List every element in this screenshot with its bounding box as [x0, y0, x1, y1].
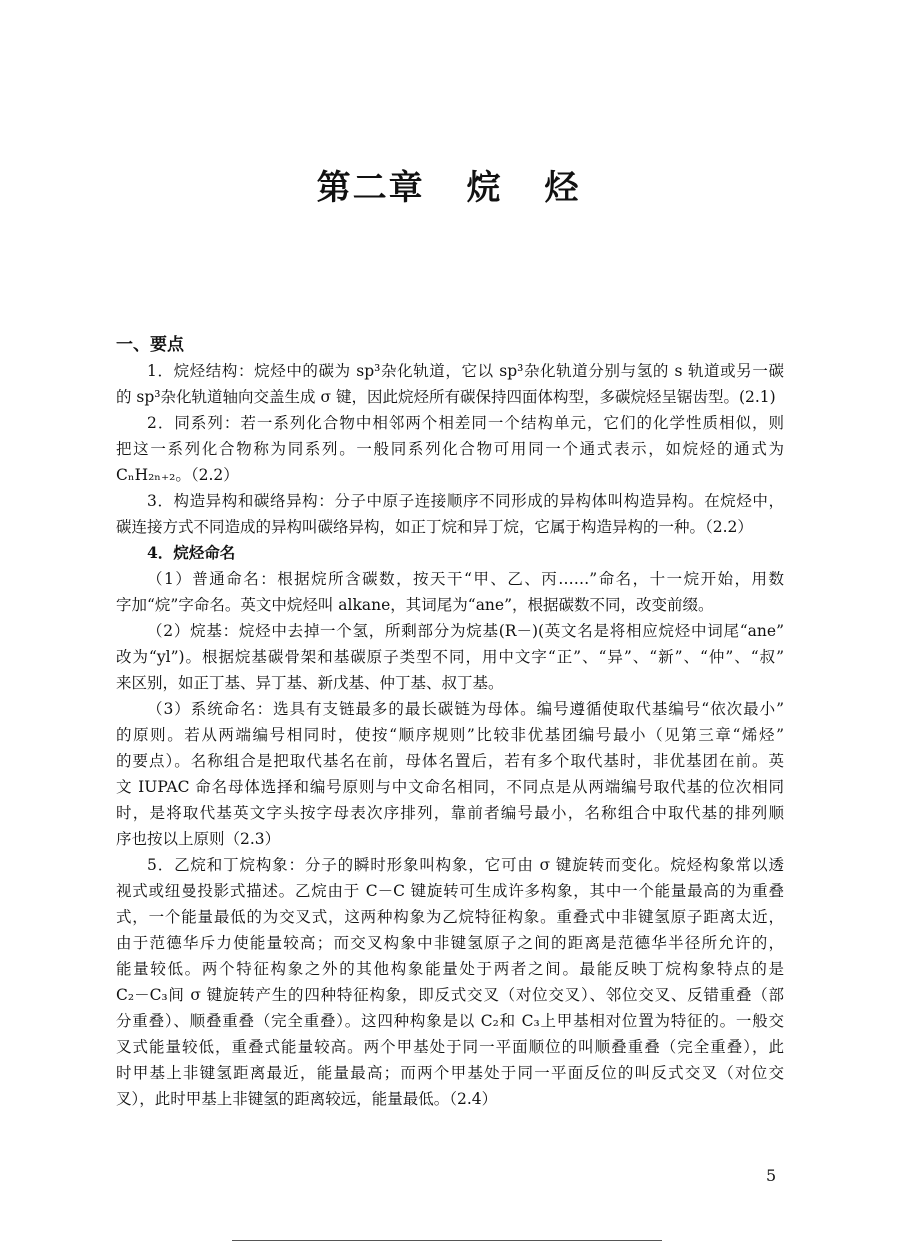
text-line: （2）烷基：烷烃中去掉一个氢，所剩部分为烷基(R－)(英文名是将相应烷烃中词尾“ane” [147, 622, 784, 640]
text-line: 来区别，如正丁基、异丁基、新戊基、仲丁基、叔丁基。 [116, 674, 504, 692]
page-number: 5 [766, 1166, 777, 1185]
section-heading: 一、要点 [116, 335, 184, 355]
paragraph [116, 358, 784, 410]
text-line: 2．同系列：若一系列化合物中相邻两个相差同一个结构单元，它们的化学性质相似，则 [147, 414, 784, 432]
chapter-title [0, 160, 897, 209]
text-line: 改为“yl”)。根据烷基碳骨架和基碳原子类型不同，用中文字“正”、“异”、“新”、“仲”、“叔” [116, 648, 784, 666]
text-line: 碳连接方式不同造成的异构叫碳络异构，如正丁烷和异丁烷，它属于构造异构的一种。（2.2） [116, 518, 753, 536]
text-line: （3）系统命名：选具有支链最多的最长碳链为母体。编号遵循使取代基编号“依次最小” [147, 700, 784, 718]
text-line: 序也按以上原则（2.3） [116, 830, 281, 848]
chapter-title-char: 烃 [544, 168, 581, 208]
text-line: 由于范德华斥力使能量较高；而交叉构象中非键氢原子之间的距离是范德华半径所允许的， [116, 934, 784, 952]
text-line: 文 IUPAC 命名母体选择和编号原则与中文命名相同，不同点是从两端编号取代基的位次相同 [116, 778, 784, 796]
chapter-number: 第二章 [316, 168, 425, 208]
text-line: 4．烷烃命名 [147, 543, 236, 562]
page-body [116, 332, 784, 1112]
text-line: 叉），此时甲基上非键氢的距离较远，能量最低。（2.4） [116, 1090, 498, 1108]
text-line: 式，一个能量最低的为交叉式，这两种构象为乙烷特征构象。重叠式中非键氢原子距离太近， [116, 908, 784, 926]
paragraph [116, 410, 784, 488]
bottom-rule [232, 1240, 662, 1241]
chapter-title-char: 烷 [466, 168, 503, 208]
text-line: 叉式能量较低，重叠式能量较高。两个甲基处于同一平面顺位的叫顺叠重叠（完全重叠），此 [116, 1038, 784, 1056]
text-line: 字加“烷”字命名。英文中烷烃叫 alkane，其词尾为“ane”，根据碳数不同，改变前缀。 [116, 596, 714, 614]
paragraph [116, 540, 784, 566]
text-line: 能量较低。两个特征构象之外的其他构象能量处于两者之间。最能反映丁烷构象特点的是 [116, 960, 784, 978]
text-line: 把这一系列化合物称为同系列。一般同系列化合物可用同一个通式表示，如烷烃的通式为 [116, 440, 784, 458]
text-line: C₂－C₃间 σ 键旋转产生的四种特征构象，即反式交叉（对位交叉）、邻位交叉、反错重叠（部 [116, 986, 784, 1004]
paragraph [116, 696, 784, 852]
paragraph [116, 852, 784, 1112]
text-line: CₙH₂ₙ₊₂。（2.2） [116, 466, 239, 484]
paragraph [116, 618, 784, 696]
text-line: 时，是将取代基英文字头按字母表次序排列，靠前者编号最小，名称组合中取代基的排列顺 [116, 804, 784, 822]
text-line: 时甲基上非键氢距离最近，能量最高；而两个甲基处于同一平面反位的叫反式交叉（对位交 [116, 1064, 784, 1082]
text-line: 1．烷烃结构：烷烃中的碳为 sp³杂化轨道，它以 sp³杂化轨道分别与氢的 s 轨道或另一碳 [147, 362, 784, 380]
paragraph [116, 488, 784, 540]
text-line: 视式或纽曼投影式描述。乙烷由于 C－C 键旋转可生成许多构象，其中一个能量最高的为重叠 [116, 882, 784, 900]
text-line: 的 sp³杂化轨道轴向交盖生成 σ 键，因此烷烃所有碳保持四面体构型，多碳烷烃呈锯齿型。(2.1) [116, 388, 776, 406]
text-line: （1）普通命名：根据烷所含碳数，按天干“甲、乙、丙……”命名，十一烷开始，用数 [147, 570, 784, 588]
text-line: 的要点）。名称组合是把取代基名在前，母体名置后，若有多个取代基时，非优基团在前。英 [116, 752, 784, 770]
text-line: 3．构造异构和碳络异构：分子中原子连接顺序不同形成的异构体叫构造异构。在烷烃中， [147, 492, 784, 510]
paragraph [116, 566, 784, 618]
text-line: 的原则。若从两端编号相同时，使按“顺序规则”比较非优基团编号最小（见第三章“烯烃” [116, 726, 784, 744]
text-line: 5．乙烷和丁烷构象：分子的瞬时形象叫构象，它可由 σ 键旋转而变化。烷烃构象常以透 [147, 856, 784, 874]
text-line: 分重叠）、顺叠重叠（完全重叠）。这四种构象是以 C₂和 C₃上甲基相对位置为特征的。一般交 [116, 1012, 784, 1030]
